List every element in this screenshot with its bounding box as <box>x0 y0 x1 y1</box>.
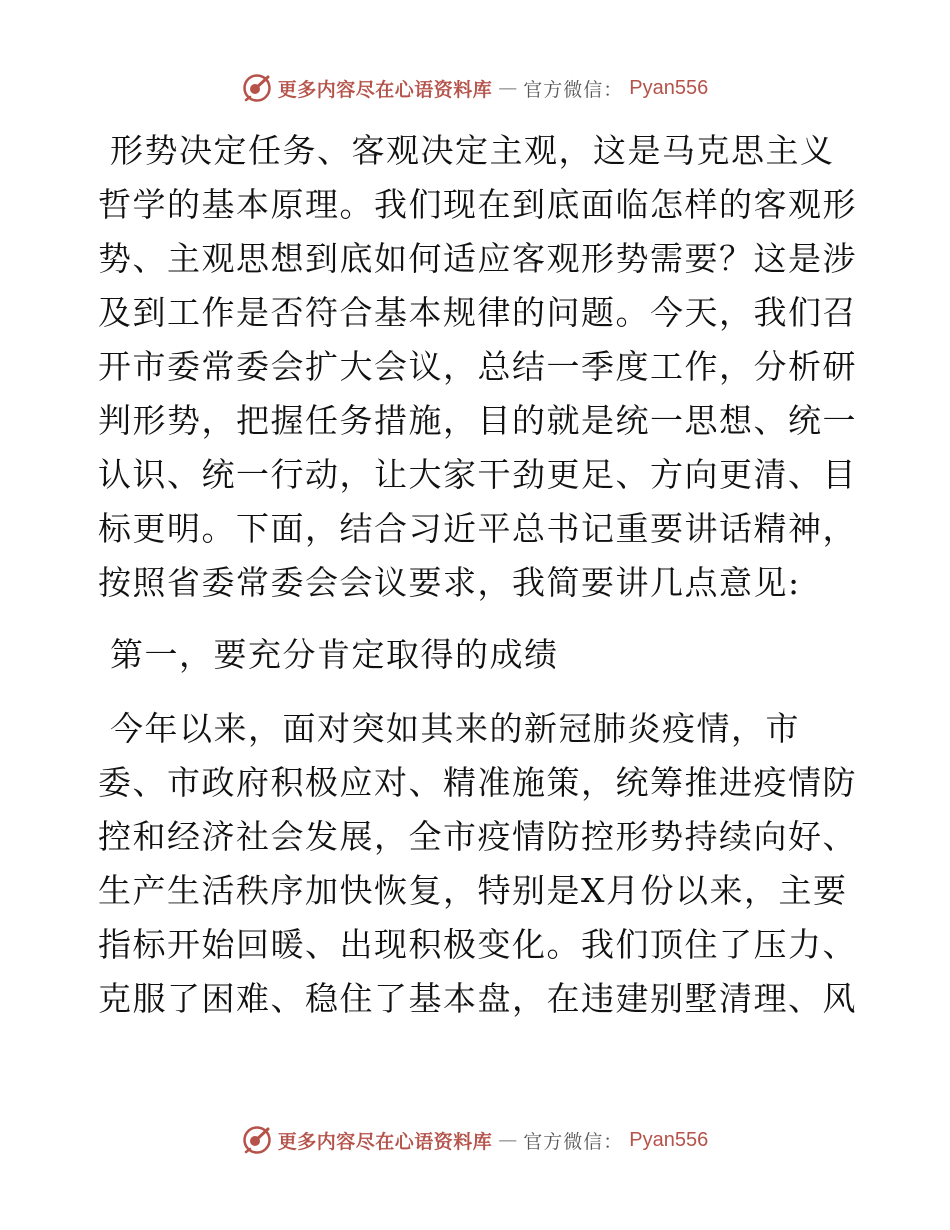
text-line: 按照省委常委会会议要求，我简要讲几点意见: <box>98 563 801 602</box>
text-line: 克服了困难、稳住了基本盘，在违建别墅清理、风 <box>98 979 857 1018</box>
text-line: 哲学的基本原理。我们现在到底面临怎样的客观形 <box>98 185 857 224</box>
watermark-separator: — <box>498 77 518 99</box>
text-line: 形势决定任务、客观决定主观，这是马克思主义 <box>98 131 835 170</box>
watermark-wechat-id: Pyan556 <box>629 1128 709 1151</box>
watermark-separator: — <box>498 1129 518 1151</box>
watermark-text: 更多内容尽在心语资料库 <box>277 1130 493 1153</box>
watermark-text: 更多内容尽在心语资料库 <box>277 78 493 101</box>
brand-logo-icon <box>242 1125 272 1155</box>
text-line: 今年以来，面对突如其来的新冠肺炎疫情，市 <box>98 709 800 748</box>
paragraph-intro <box>98 124 858 610</box>
text-line: 委、市政府积极应对、精准施策，统筹推进疫情防 <box>98 763 857 802</box>
footer-watermark <box>0 1120 950 1160</box>
watermark-wechat-label: 官方微信： <box>523 1130 624 1153</box>
paragraph-achievements <box>98 702 858 1026</box>
section-heading: 第一，要充分肯定取得的成绩 <box>98 635 559 674</box>
brand-logo-icon <box>242 73 272 103</box>
header-watermark <box>0 68 950 108</box>
watermark-wechat-id: Pyan556 <box>629 76 709 99</box>
document-body <box>98 124 858 1026</box>
text-line: 势、主观思想到底如何适应客观形势需要？这是涉 <box>98 239 857 278</box>
watermark-wechat-label: 官方微信： <box>523 78 624 101</box>
text-line: 及到工作是否符合基本规律的问题。今天，我们召 <box>98 293 857 332</box>
text-line: 开市委常委会扩大会议，总结一季度工作，分析研 <box>98 347 857 386</box>
text-line: 生产生活秩序加快恢复，特别是X月份以来，主要 <box>98 871 848 910</box>
text-line: 判形势，把握任务措施，目的就是统一思想、统一 <box>98 401 857 440</box>
text-line: 标更明。下面，结合习近平总书记重要讲话精神， <box>98 509 857 548</box>
text-line: 认识、统一行动，让大家干劲更足、方向更清、目 <box>98 455 857 494</box>
text-line: 指标开始回暖、出现积极变化。我们顶住了压力、 <box>98 925 857 964</box>
text-line: 控和经济社会发展，全市疫情防控形势持续向好、 <box>98 817 857 856</box>
